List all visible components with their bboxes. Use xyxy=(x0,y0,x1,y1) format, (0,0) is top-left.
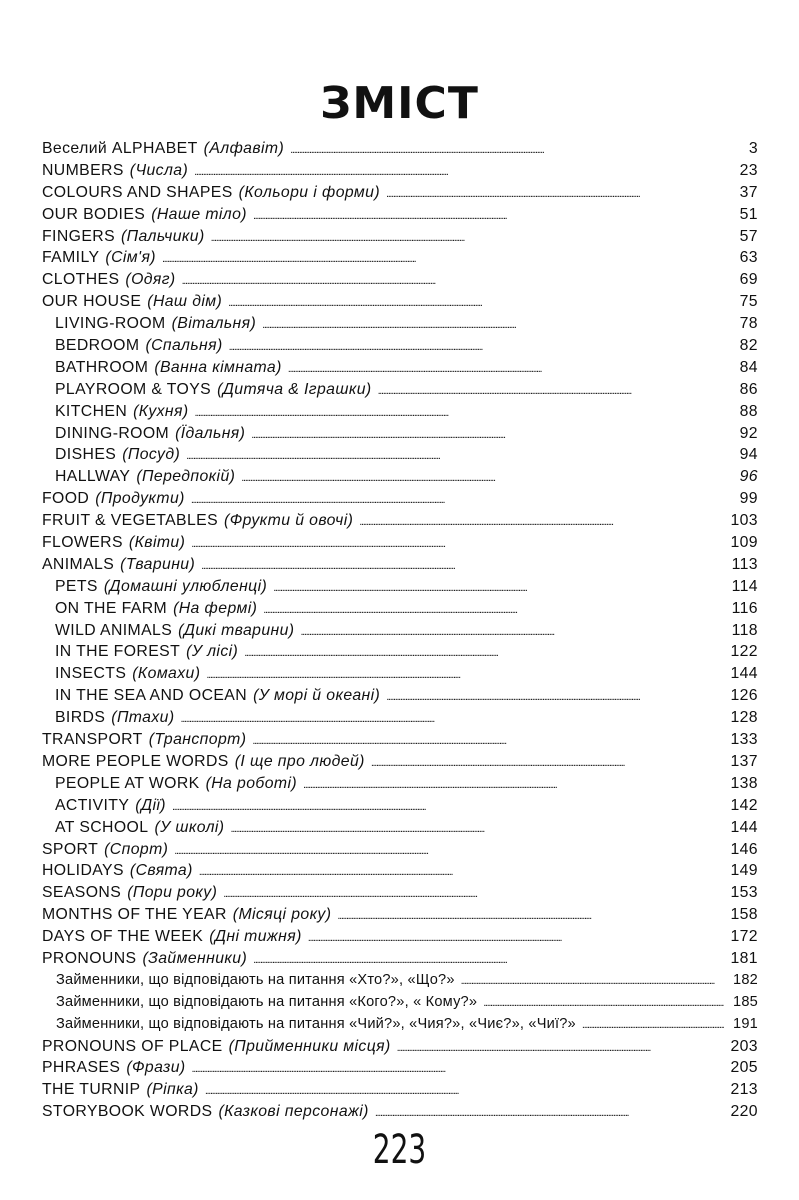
toc-entry-page: 128 xyxy=(730,709,758,727)
toc-entry-translation: (Квіти) xyxy=(128,534,186,552)
toc-entry-translation: (Прийменники місця) xyxy=(228,1037,391,1055)
toc-entry-title: WILD ANIMALS xyxy=(55,621,173,639)
dot-leader xyxy=(172,795,724,817)
toc-entry[interactable] xyxy=(42,138,758,160)
toc-entry-title: SEASONS xyxy=(42,884,122,902)
toc-entry-title: IN THE FOREST xyxy=(55,643,181,661)
toc-entry-page: 191 xyxy=(733,1015,758,1032)
dot-leader xyxy=(181,707,725,729)
dot-leader xyxy=(205,1079,724,1101)
toc-entry[interactable] xyxy=(42,335,758,357)
toc-entry[interactable] xyxy=(42,247,758,269)
toc-entry-translation: (Казкові персонажі) xyxy=(218,1103,369,1121)
toc-entry[interactable] xyxy=(42,707,758,729)
toc-entry-page: 113 xyxy=(731,555,758,573)
dot-leader xyxy=(199,860,724,882)
toc-entry[interactable] xyxy=(42,160,758,182)
toc-entry-title: MONTHS OF THE YEAR xyxy=(42,906,227,924)
toc-entry[interactable] xyxy=(42,839,758,861)
toc-entry-translation: (Наше тіло) xyxy=(151,205,247,223)
toc-entry-page: 220 xyxy=(730,1103,758,1121)
toc-entry[interactable] xyxy=(42,620,758,642)
toc-entry-page: 185 xyxy=(733,993,758,1010)
toc-entry-page: 63 xyxy=(739,249,758,267)
toc-entry[interactable] xyxy=(42,379,758,401)
dot-leader xyxy=(303,773,724,795)
toc-entry[interactable] xyxy=(42,313,758,335)
toc-entry[interactable] xyxy=(42,1036,758,1058)
toc-entry-page: 78 xyxy=(739,315,758,333)
toc-entry-title: Займенники, що відповідають на питання «Чий?», «Чия?», «Чиє?», «Чиї?» xyxy=(56,1015,576,1032)
dot-leader xyxy=(253,204,724,226)
dot-leader xyxy=(288,357,724,379)
toc-entry[interactable] xyxy=(42,444,758,466)
toc-entry-page: 92 xyxy=(739,424,758,442)
toc-entry-page: 203 xyxy=(730,1037,758,1055)
dot-leader xyxy=(191,488,724,510)
toc-entry-translation: (Числа) xyxy=(129,161,189,179)
toc-entry-title: OUR HOUSE xyxy=(42,293,142,311)
toc-entry-title: STORYBOOK WORDS xyxy=(42,1103,213,1121)
toc-entry[interactable] xyxy=(42,904,758,926)
dot-leader xyxy=(253,948,724,970)
toc-entry-translation: (Передпокій) xyxy=(136,468,236,486)
dot-leader xyxy=(273,576,724,598)
toc-entry[interactable] xyxy=(42,817,758,839)
toc-entry-page: 144 xyxy=(730,665,758,683)
toc-entry-title: FOOD xyxy=(42,490,90,508)
toc-entry[interactable] xyxy=(42,1057,758,1079)
page-title: ЗМІСТ xyxy=(320,78,479,129)
dot-leader xyxy=(375,1101,724,1123)
dot-leader xyxy=(186,444,724,466)
toc-entry-page: 86 xyxy=(739,380,758,398)
toc-entry-title: Займенники, що відповідають на питання «Хто?», «Що?» xyxy=(56,971,455,988)
toc-entry[interactable] xyxy=(42,488,758,510)
toc-entry-translation: (У школі) xyxy=(154,818,225,836)
dot-leader xyxy=(371,751,724,773)
toc-entry-title: ON THE FARM xyxy=(55,599,168,617)
toc-entry-title: FLOWERS xyxy=(42,534,123,552)
toc-entry-page: 69 xyxy=(739,271,758,289)
toc-entry-translation: (Спальня) xyxy=(145,337,223,355)
toc-entry-page: 37 xyxy=(739,183,758,201)
toc-entry-title: DAYS OF THE WEEK xyxy=(42,928,204,946)
toc-entry-page: 213 xyxy=(730,1081,758,1099)
toc-entry-page: 158 xyxy=(730,906,758,924)
toc-entry-title: THE TURNIP xyxy=(42,1081,141,1099)
toc-entry-translation: (Кольори і форми) xyxy=(238,183,380,201)
toc-entry-page: 126 xyxy=(730,687,758,705)
toc-entry[interactable] xyxy=(42,510,758,532)
toc-entry-page: 181 xyxy=(730,949,758,967)
toc-entry-page: 172 xyxy=(730,928,758,946)
toc-entry[interactable] xyxy=(42,554,758,576)
toc-entry-title: KITCHEN xyxy=(55,402,128,420)
toc-entry-translation: (Продукти) xyxy=(95,490,185,508)
toc-entry-page: 75 xyxy=(739,293,758,311)
toc-entry-title: BIRDS xyxy=(55,709,106,727)
toc-entry-translation: (Місяці року) xyxy=(232,906,332,924)
toc-entry[interactable] xyxy=(42,729,758,751)
toc-entry-title: PRONOUNS OF PLACE xyxy=(42,1037,223,1055)
toc-entry-page: 82 xyxy=(739,337,758,355)
toc-entry[interactable] xyxy=(42,182,758,204)
toc-entry-page: 144 xyxy=(730,818,758,836)
dot-leader xyxy=(201,554,724,576)
dot-leader xyxy=(182,269,724,291)
toc-entry-page: 88 xyxy=(739,402,758,420)
toc-entry[interactable] xyxy=(42,269,758,291)
toc-entry-translation: (Комахи) xyxy=(132,665,201,683)
toc-entry[interactable] xyxy=(42,204,758,226)
toc-entry-translation: (Дії) xyxy=(135,796,166,814)
toc-entry[interactable] xyxy=(42,532,758,554)
toc-entry-page: 205 xyxy=(730,1059,758,1077)
toc-entry-translation: (Займенники) xyxy=(142,949,248,967)
toc-entry-translation: (У лісі) xyxy=(186,643,239,661)
toc-entry-title: PLAYROOM & TOYS xyxy=(55,380,212,398)
toc-entry-page: 109 xyxy=(730,534,758,552)
toc-entry-title: BEDROOM xyxy=(55,337,140,355)
toc-entry-title: DISHES xyxy=(55,446,117,464)
toc-entry[interactable] xyxy=(42,1101,758,1123)
toc-entry-title: Займенники, що відповідають на питання «Кого?», « Кому?» xyxy=(56,993,478,1010)
dot-leader xyxy=(337,904,724,926)
dot-leader xyxy=(251,423,724,445)
toc-entry-page: 84 xyxy=(739,358,758,376)
toc-entry-translation: (Сім'я) xyxy=(105,249,156,267)
dot-leader xyxy=(300,620,724,642)
page-number: 223 xyxy=(372,1127,427,1173)
dot-leader xyxy=(241,466,724,488)
toc-entry-translation: (Наш дім) xyxy=(147,293,223,311)
dot-leader xyxy=(308,926,724,948)
toc-entry-translation: (Пальчики) xyxy=(121,227,205,245)
toc-entry-page: 96 xyxy=(739,468,758,486)
toc-entry-page: 142 xyxy=(730,796,758,814)
dot-leader xyxy=(230,817,724,839)
toc-entry[interactable] xyxy=(42,598,758,620)
toc-entry[interactable] xyxy=(42,882,758,904)
toc-entry-translation: (На роботі) xyxy=(205,774,298,792)
toc-entry-translation: (Дикі тварини) xyxy=(178,621,295,639)
toc-entry-title: Веселий ALPHABET xyxy=(42,140,198,157)
toc-entry-title: MORE PEOPLE WORDS xyxy=(42,752,229,770)
toc-entry-title: PETS xyxy=(55,577,98,595)
toc-entry-title: OUR BODIES xyxy=(42,205,146,223)
toc-entry[interactable] xyxy=(42,751,758,773)
toc-entry[interactable] xyxy=(42,423,758,445)
dot-leader xyxy=(192,1057,724,1079)
toc-entry[interactable] xyxy=(42,926,758,948)
dot-leader xyxy=(397,1036,724,1058)
dot-leader xyxy=(461,970,724,992)
dot-leader xyxy=(386,685,724,707)
toc-entry-page: 149 xyxy=(730,862,758,880)
toc-entry[interactable] xyxy=(42,226,758,248)
toc-entry-translation: (Домашні улюбленці) xyxy=(103,577,268,595)
toc-entry[interactable] xyxy=(42,970,758,992)
toc-entry[interactable] xyxy=(42,663,758,685)
toc-entry-page: 23 xyxy=(739,161,758,179)
dot-leader xyxy=(483,992,724,1014)
toc-entry-translation: (Дні тижня) xyxy=(209,928,302,946)
toc-entry[interactable] xyxy=(42,641,758,663)
toc-entry-title: ACTIVITY xyxy=(55,796,130,814)
dot-leader xyxy=(194,160,724,182)
dot-leader xyxy=(211,226,724,248)
toc-entry-page: 122 xyxy=(730,643,758,661)
toc-entry-page: 138 xyxy=(730,774,758,792)
toc-entry-translation: (Посуд) xyxy=(122,446,181,464)
toc-entry-page: 137 xyxy=(730,752,758,770)
dot-leader xyxy=(378,379,724,401)
toc-entry-title: COLOURS AND SHAPES xyxy=(42,183,233,201)
toc-entry[interactable] xyxy=(42,795,758,817)
toc-entry-title: PHRASES xyxy=(42,1059,121,1077)
dot-leader xyxy=(195,401,724,423)
toc-entry[interactable] xyxy=(42,992,758,1014)
toc-entry-title: DINING-ROOM xyxy=(55,424,170,442)
toc-entry[interactable] xyxy=(42,401,758,423)
toc-entry[interactable] xyxy=(42,948,758,970)
dot-leader xyxy=(386,182,724,204)
toc-entry-page: 146 xyxy=(730,840,758,858)
toc-entry-title: SPORT xyxy=(42,840,99,858)
toc-entry-page: 51 xyxy=(739,205,758,223)
toc-entry-page: 3 xyxy=(748,140,758,157)
toc-entry-title: HOLIDAYS xyxy=(42,862,124,880)
toc-entry-page: 116 xyxy=(731,599,758,617)
toc-entry-translation: (Алфавіт) xyxy=(203,140,285,157)
toc-entry-translation: (Кухня) xyxy=(133,402,189,420)
toc-entry[interactable] xyxy=(42,357,758,379)
toc-entry-page: 118 xyxy=(731,621,758,639)
toc-entry-translation: (Пори року) xyxy=(127,884,218,902)
toc-entry-title: ANIMALS xyxy=(42,555,115,573)
toc-entry-translation: (Спорт) xyxy=(104,840,169,858)
toc-entry-title: HALLWAY xyxy=(55,468,131,486)
toc-entry-translation: (Фрукти й овочі) xyxy=(224,512,354,530)
toc-entry-translation: (Вітальня) xyxy=(171,315,257,333)
toc-entry-translation: (І ще про людей) xyxy=(234,752,365,770)
toc-entry-translation: (Транспорт) xyxy=(148,731,247,749)
toc-entry-title: FAMILY xyxy=(42,249,100,267)
toc-entry-page: 94 xyxy=(739,446,758,464)
dot-leader xyxy=(229,335,724,357)
toc-entry-title: INSECTS xyxy=(55,665,127,683)
toc-entry-translation: (Свята) xyxy=(129,862,193,880)
toc-entry-title: FINGERS xyxy=(42,227,116,245)
toc-entry-page: 133 xyxy=(730,731,758,749)
toc-entry[interactable] xyxy=(42,1014,758,1036)
toc-entry-title: AT SCHOOL xyxy=(55,818,149,836)
toc-entry-title: CLOTHES xyxy=(42,271,120,289)
toc-entry-page: 103 xyxy=(730,512,758,530)
toc-entry-title: IN THE SEA AND OCEAN xyxy=(55,687,248,705)
toc-entry-translation: (Ванна кімната) xyxy=(154,358,282,376)
toc-entry[interactable] xyxy=(42,291,758,313)
dot-leader xyxy=(228,291,724,313)
toc-entry-page: 153 xyxy=(730,884,758,902)
table-of-contents xyxy=(42,138,758,1123)
dot-leader xyxy=(290,138,724,160)
dot-leader xyxy=(252,729,724,751)
toc-entry-translation: (Тварини) xyxy=(120,555,196,573)
toc-entry-translation: (Одяг) xyxy=(125,271,176,289)
toc-entry-translation: (Ріпка) xyxy=(146,1081,199,1099)
dot-leader xyxy=(174,839,724,861)
toc-entry-page: 57 xyxy=(739,227,758,245)
toc-entry[interactable] xyxy=(42,773,758,795)
toc-entry-translation: (У морі й океані) xyxy=(253,687,381,705)
dot-leader xyxy=(582,1014,724,1036)
toc-entry-title: LIVING-ROOM xyxy=(55,315,166,333)
toc-entry[interactable] xyxy=(42,466,758,488)
toc-entry-page: 182 xyxy=(733,971,758,988)
toc-entry-translation: (На фермі) xyxy=(173,599,258,617)
toc-entry-title: FRUIT & VEGETABLES xyxy=(42,512,219,530)
toc-entry-title: PRONOUNS xyxy=(42,949,137,967)
toc-entry-translation: (Дитяча & Іграшки) xyxy=(217,380,372,398)
dot-leader xyxy=(223,882,724,904)
dot-leader xyxy=(244,641,724,663)
toc-entry-title: NUMBERS xyxy=(42,161,124,179)
toc-entry-translation: (Птахи) xyxy=(111,709,175,727)
toc-entry[interactable] xyxy=(42,860,758,882)
toc-entry-title: TRANSPORT xyxy=(42,731,143,749)
toc-entry[interactable] xyxy=(42,1079,758,1101)
dot-leader xyxy=(262,313,724,335)
toc-entry-translation: (Їдальня) xyxy=(175,424,246,442)
dot-leader xyxy=(206,663,724,685)
dot-leader xyxy=(191,532,724,554)
dot-leader xyxy=(359,510,724,532)
toc-entry-title: BATHROOM xyxy=(55,358,149,376)
dot-leader xyxy=(263,598,724,620)
toc-entry-page: 99 xyxy=(739,490,758,508)
toc-entry-title: PEOPLE AT WORK xyxy=(55,774,200,792)
toc-entry[interactable] xyxy=(42,576,758,598)
toc-entry-translation: (Фрази) xyxy=(126,1059,186,1077)
dot-leader xyxy=(162,247,724,269)
toc-entry-page: 114 xyxy=(731,577,758,595)
toc-entry[interactable] xyxy=(42,685,758,707)
